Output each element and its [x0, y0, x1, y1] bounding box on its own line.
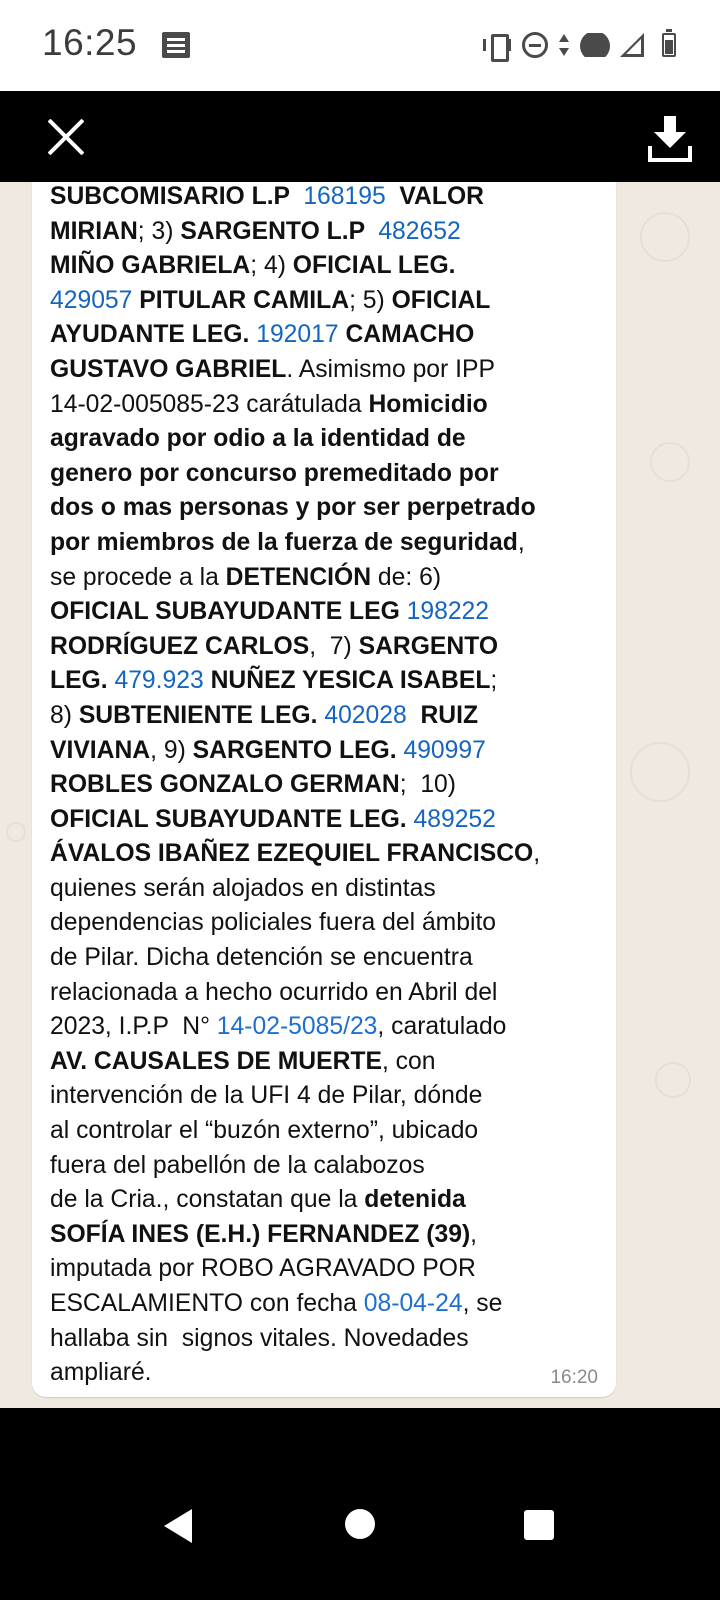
back-icon[interactable]	[164, 1509, 192, 1543]
wallpaper-doodle	[655, 1062, 691, 1098]
message-line	[50, 215, 612, 250]
message-line	[50, 872, 612, 907]
text-segment: , 7)	[309, 632, 359, 660]
text-segment: imputada por ROBO AGRAVADO POR	[50, 1255, 476, 1283]
text-segment: ,	[533, 840, 541, 868]
message-line	[50, 1114, 612, 1149]
phone-number-link[interactable]: 490997	[403, 736, 486, 764]
bold-text: AV. CAUSALES DE MUERTE	[50, 1047, 382, 1075]
text-segment: de la Cria., constatan que la	[50, 1186, 365, 1214]
text-segment: ; 5)	[349, 286, 392, 314]
text-segment: dependencias policiales fuera del ámbito	[50, 909, 497, 937]
text-segment: ,	[517, 528, 525, 556]
message-line	[50, 353, 612, 388]
message-line	[50, 906, 612, 941]
bold-text: OFICIAL	[391, 286, 491, 314]
message-line	[50, 1149, 612, 1184]
do-not-disturb-icon	[522, 32, 548, 58]
battery-icon	[662, 33, 676, 57]
bold-text: SOFÍA INES (E.H.) FERNANDEZ (39)	[50, 1220, 471, 1248]
signal-icon	[620, 33, 644, 57]
bold-text: NUÑEZ YESICA ISABEL	[203, 667, 491, 695]
text-segment: 2023, I.P.P N°	[50, 1013, 217, 1041]
navigation-bar	[0, 1408, 720, 1600]
bold-text: OFICIAL LEG.	[292, 252, 456, 280]
message-line	[50, 1010, 612, 1045]
system-icons	[482, 28, 676, 62]
message-line	[50, 1356, 612, 1391]
text-segment: , con	[381, 1047, 436, 1075]
text-link[interactable]: 08-04-24	[363, 1290, 463, 1317]
notification-icon	[162, 32, 190, 58]
phone-number-link[interactable]: 402028	[324, 701, 407, 729]
message-line	[50, 803, 612, 838]
text-segment: al controlar el “buzón externo”, ubicado	[50, 1117, 479, 1145]
text-segment: ampliaré.	[50, 1359, 152, 1387]
message-line	[50, 1322, 612, 1357]
status-time: 16:25	[42, 22, 138, 63]
text-segment: de: 6)	[371, 563, 442, 591]
message-line	[50, 1045, 612, 1080]
message-line	[50, 595, 612, 630]
text-link[interactable]: 14-02-5085/23	[216, 1013, 378, 1041]
text-segment: 8)	[50, 701, 79, 729]
message-line	[50, 1218, 612, 1253]
text-segment: ; 10)	[399, 771, 457, 799]
message-line	[50, 630, 612, 665]
text-segment: . Asimismo por IPP	[286, 355, 495, 383]
phone-number-link[interactable]: 482652	[378, 217, 461, 245]
bold-text: MIRIAN	[50, 217, 138, 245]
bold-text: detenida	[364, 1186, 466, 1214]
message-line	[50, 249, 612, 284]
bold-text: RUIZ	[406, 701, 479, 729]
text-segment: hallaba sin signos vitales. Novedades	[50, 1324, 469, 1352]
phone-number-link[interactable]: 429057	[50, 286, 133, 314]
message-line	[50, 837, 612, 872]
wallpaper-doodle	[630, 742, 690, 802]
message-line	[50, 318, 612, 353]
viewer-toolbar	[0, 91, 720, 182]
message-bubble[interactable]	[32, 182, 616, 1397]
text-segment: de Pilar. Dicha detención se encuentra	[50, 944, 473, 972]
bold-text: SUBCOMISARIO L.P	[50, 183, 304, 210]
bold-text: DETENCIÓN	[225, 563, 372, 591]
bold-text: PITULAR CAMILA	[132, 286, 350, 314]
text-segment: ; 3)	[137, 217, 181, 245]
message-time: 16:20	[550, 1367, 598, 1388]
message-line	[50, 1079, 612, 1114]
bold-text: MIÑO GABRIELA	[50, 252, 251, 280]
message-line	[50, 1287, 612, 1322]
home-icon[interactable]	[345, 1509, 375, 1539]
message-line	[50, 976, 612, 1011]
text-segment: quienes serán alojados en distintas	[50, 874, 436, 902]
message-line	[50, 457, 612, 492]
text-segment: fuera del pabellón de la calabozos	[50, 1151, 425, 1179]
bold-text: GUSTAVO GABRIEL	[50, 355, 287, 383]
phone-number-link[interactable]: 168195	[303, 183, 386, 210]
bold-text: AYUDANTE LEG.	[50, 321, 257, 349]
download-icon[interactable]	[648, 116, 692, 164]
phone-number-link[interactable]: 192017	[256, 321, 339, 349]
bold-text: OFICIAL SUBAYUDANTE LEG	[50, 598, 407, 626]
bold-text: agravado por odio a la identidad de	[50, 425, 466, 453]
message-line	[50, 941, 612, 976]
text-segment: , caratulado	[377, 1013, 507, 1041]
text-segment: ESCALAMIENTO con fecha	[50, 1290, 364, 1317]
wallpaper-doodle	[650, 442, 690, 482]
message-line	[50, 699, 612, 734]
message-line	[50, 491, 612, 526]
text-segment: 14-02-005085-23 carátulada	[50, 390, 369, 418]
bold-text: Homicidio	[368, 390, 488, 418]
message-line	[50, 388, 612, 423]
bold-text: ÁVALOS IBAÑEZ EZEQUIEL FRANCISCO	[50, 840, 534, 868]
bold-text: VALOR	[385, 183, 484, 210]
wallpaper-doodle	[640, 212, 690, 262]
text-segment: , 9)	[150, 736, 193, 764]
message-line	[50, 664, 612, 699]
text-segment: ,	[470, 1220, 478, 1248]
text-segment: intervención de la UFI 4 de Pilar, dónde	[50, 1082, 483, 1110]
message-line	[50, 1183, 612, 1218]
bold-text: SUBTENIENTE LEG.	[78, 701, 325, 729]
message-line	[50, 526, 612, 561]
bold-text: genero por concurso premeditado por	[50, 459, 499, 487]
text-segment: , se	[462, 1290, 503, 1317]
wifi-icon	[580, 33, 610, 57]
data-arrows-icon	[558, 33, 570, 57]
bold-text: ROBLES GONZALO GERMAN	[50, 771, 400, 799]
message-line	[50, 182, 612, 215]
bold-text: SARGENTO LEG.	[192, 736, 404, 764]
message-line	[50, 284, 612, 319]
bold-text: SARGENTO	[358, 632, 499, 660]
phone-number-link[interactable]: 198222	[406, 598, 490, 626]
bold-text: OFICIAL SUBAYUDANTE LEG.	[50, 805, 414, 833]
text-segment: relacionada a hecho ocurrido en Abril del	[50, 978, 498, 1006]
chat-area	[0, 182, 720, 1408]
bold-text: dos o mas personas y por ser perpetrado	[50, 494, 536, 522]
vibrate-icon	[482, 33, 512, 57]
message-line	[50, 422, 612, 457]
bold-text: VIVIANA	[50, 736, 151, 764]
wallpaper-doodle	[6, 822, 26, 842]
message-line	[50, 734, 612, 769]
bold-text: LEG.	[50, 667, 115, 695]
message-text	[50, 182, 612, 1391]
recents-icon[interactable]	[524, 1510, 554, 1540]
message-line	[50, 768, 612, 803]
bold-text: SARGENTO L.P	[180, 217, 379, 245]
close-icon[interactable]	[38, 109, 94, 165]
bold-text: CAMACHO	[338, 321, 475, 349]
phone-number-link[interactable]: 489252	[413, 805, 496, 833]
bold-text: RODRÍGUEZ CARLOS	[50, 632, 310, 660]
status-bar	[0, 0, 720, 91]
message-line	[50, 561, 612, 596]
text-segment: ; 4)	[250, 252, 293, 280]
message-line	[50, 1252, 612, 1287]
text-segment: se procede a la	[50, 563, 226, 591]
phone-number-link[interactable]: 479.923	[114, 667, 204, 695]
text-segment: ;	[490, 667, 498, 695]
bold-text: por miembros de la fuerza de seguridad	[50, 528, 518, 556]
